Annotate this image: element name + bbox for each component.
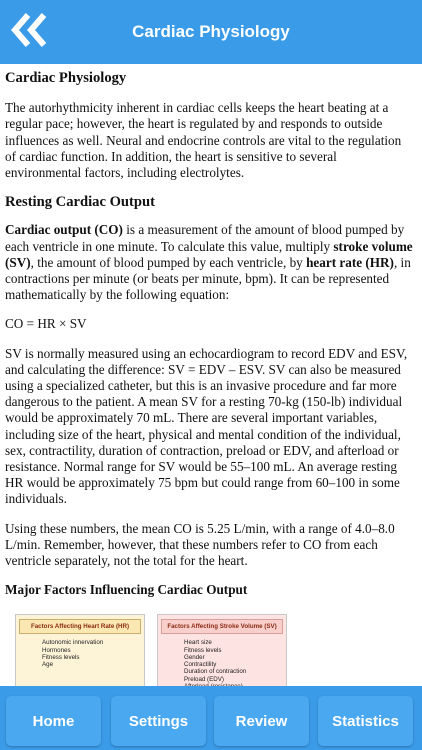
sv-factor-item: Heart size (184, 639, 212, 647)
section-heading: Resting Cardiac Output (5, 194, 155, 211)
article-content (0, 64, 422, 686)
mean-co-paragraph: Using these numbers, the mean CO is 5.25 L/min, with a range of 4.0–8.0 L/min. Remember, however, that these numbers refer to CO from each ventricle separately, not the total for the heart. (5, 520, 395, 569)
tab-review[interactable]: Review (214, 696, 309, 746)
tab-settings[interactable]: Settings (111, 696, 206, 746)
hr-factor-item: Fitness levels (42, 653, 80, 661)
subsection-heading: Major Factors Influencing Cardiac Output (5, 582, 248, 598)
tab-home[interactable]: Home (6, 696, 101, 746)
page-title: Cardiac Physiology (132, 22, 290, 41)
heart-rate-factors-title: Factors Affecting Heart Rate (HR) (19, 619, 141, 634)
bottom-tab-bar (0, 686, 422, 750)
intro-paragraph: The autorhythmicity inherent in cardiac cells keeps the heart beating at a regular pace; however, the heart is regulated by and responds to outside influences as well. Neural and endocrine controls are vital to the regulation of cardiac function. In addition, the heart is sensitive to several environmental factors, including electrolytes. (5, 100, 402, 181)
sv-factor-item: Preload (EDV) (184, 675, 224, 683)
top-nav-bar (0, 0, 422, 64)
equation: CO = HR × SV (5, 316, 87, 332)
sv-factor-item: Fitness levels (184, 646, 222, 654)
stroke-volume-paragraph: SV is normally measured using an echocardiogram to record EDV and ESV, and calculating the difference: SV = EDV – ESV. SV can also be measured using a specialized catheter, but this is an invasive procedure and far more dangerous to the patient. A mean SV for a resting 70-kg (150-lb) individual would be approximately 70 mL. There are several important variables, including size of the heart, physical and mental condition of the individual, sex, contractility, duration of contraction, preload or EDV, and afterload or resistance. Normal range for SV would be 55–100 mL. An average resting HR would be approximately 75 bpm but could range from 60–100 in some individuals. (5, 345, 408, 507)
hr-factor-item: Autonomic innervation (42, 639, 104, 647)
back-button[interactable] (8, 8, 52, 52)
cardiac-output-paragraph: Cardiac output (CO) is a measurement of the amount of blood pumped by each ventricle in one minute. To calculate this value, multiply stroke volume (SV), the amount of blood pumped by each ventricle, by heart rate (HR), in contractions per minute (or beats per minute, bpm). It can be represented mathematically by the following equation: (5, 222, 413, 303)
sv-factor-item: Contractility (184, 661, 217, 669)
hr-factor-item: Age (42, 661, 54, 669)
hr-factor-item: Hormones (42, 646, 71, 654)
stroke-volume-factors-title: Factors Affecting Stroke Volume (SV) (161, 619, 283, 634)
article-title: Cardiac Physiology (5, 70, 127, 86)
sv-factor-item: Duration of contraction (184, 668, 247, 676)
sv-factor-item: Gender (184, 653, 205, 661)
tab-statistics[interactable]: Statistics (318, 696, 413, 746)
double-chevron-left-icon (10, 11, 50, 49)
